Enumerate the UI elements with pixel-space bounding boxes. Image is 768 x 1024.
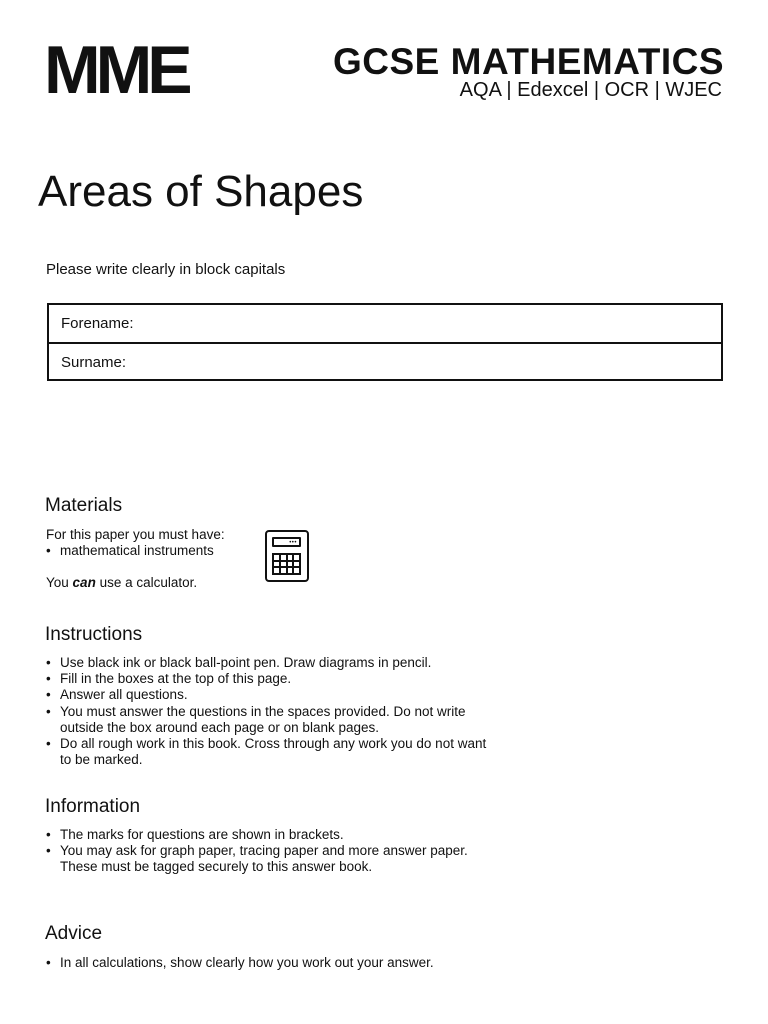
- list-item-text: You may ask for graph paper, tracing paper and more answer paper.: [60, 843, 468, 859]
- subject-title: GCSE MATHEMATICS: [332, 41, 724, 82]
- list-item: [45, 704, 645, 736]
- information-list: [45, 827, 645, 876]
- mme-logo: MME: [44, 32, 188, 108]
- forename-field[interactable]: [49, 305, 721, 342]
- list-item-continuation: to be marked.: [60, 752, 143, 768]
- advice-heading: Advice: [45, 923, 103, 944]
- surname-label: Surname:: [61, 354, 127, 371]
- list-item: • In all calculations, show clearly how you work out your answer.: [45, 955, 645, 971]
- calc-note-suffix: use a calculator.: [95, 575, 198, 590]
- calculator-keys: [272, 553, 301, 575]
- list-item-continuation: These must be tagged securely to this answer book.: [60, 859, 373, 875]
- block-capitals-note: Please write clearly in block capitals: [46, 261, 286, 278]
- name-box: [47, 303, 723, 381]
- list-item: [45, 736, 645, 768]
- information-heading: Information: [45, 796, 141, 817]
- list-item-text: You must answer the questions in the spaces provided. Do not write: [60, 703, 466, 719]
- list-item: • Fill in the boxes at the top of this page.: [45, 671, 645, 687]
- calculator-screen: •••: [272, 537, 301, 547]
- page-title: Areas of Shapes: [38, 167, 364, 216]
- list-item: • mathematical instruments: [45, 543, 214, 559]
- list-item: [45, 843, 645, 875]
- forename-label: Forename:: [61, 315, 134, 332]
- list-item: • Answer all questions.: [45, 687, 645, 703]
- list-item-continuation: outside the box around each page or on blank pages.: [60, 719, 379, 735]
- list-item: • The marks for questions are shown in brackets.: [45, 827, 645, 843]
- calculator-note: [46, 575, 197, 591]
- surname-field[interactable]: [49, 342, 721, 379]
- advice-list: [45, 955, 645, 971]
- instructions-heading: Instructions: [45, 624, 143, 645]
- materials-intro: For this paper you must have:: [46, 527, 225, 542]
- exam-boards: AQA | Edexcel | OCR | WJEC: [459, 79, 722, 101]
- materials-list: [45, 543, 214, 559]
- materials-heading: Materials: [45, 495, 123, 516]
- calc-note-prefix: You: [46, 575, 73, 590]
- calculator-icon: [265, 530, 309, 582]
- instructions-list: [45, 655, 645, 768]
- list-item-text: Do all rough work in this book. Cross through any work you do not want: [60, 736, 487, 752]
- list-item: • Use black ink or black ball-point pen. Draw diagrams in pencil.: [45, 655, 645, 671]
- calc-note-emphasis: can: [72, 575, 96, 590]
